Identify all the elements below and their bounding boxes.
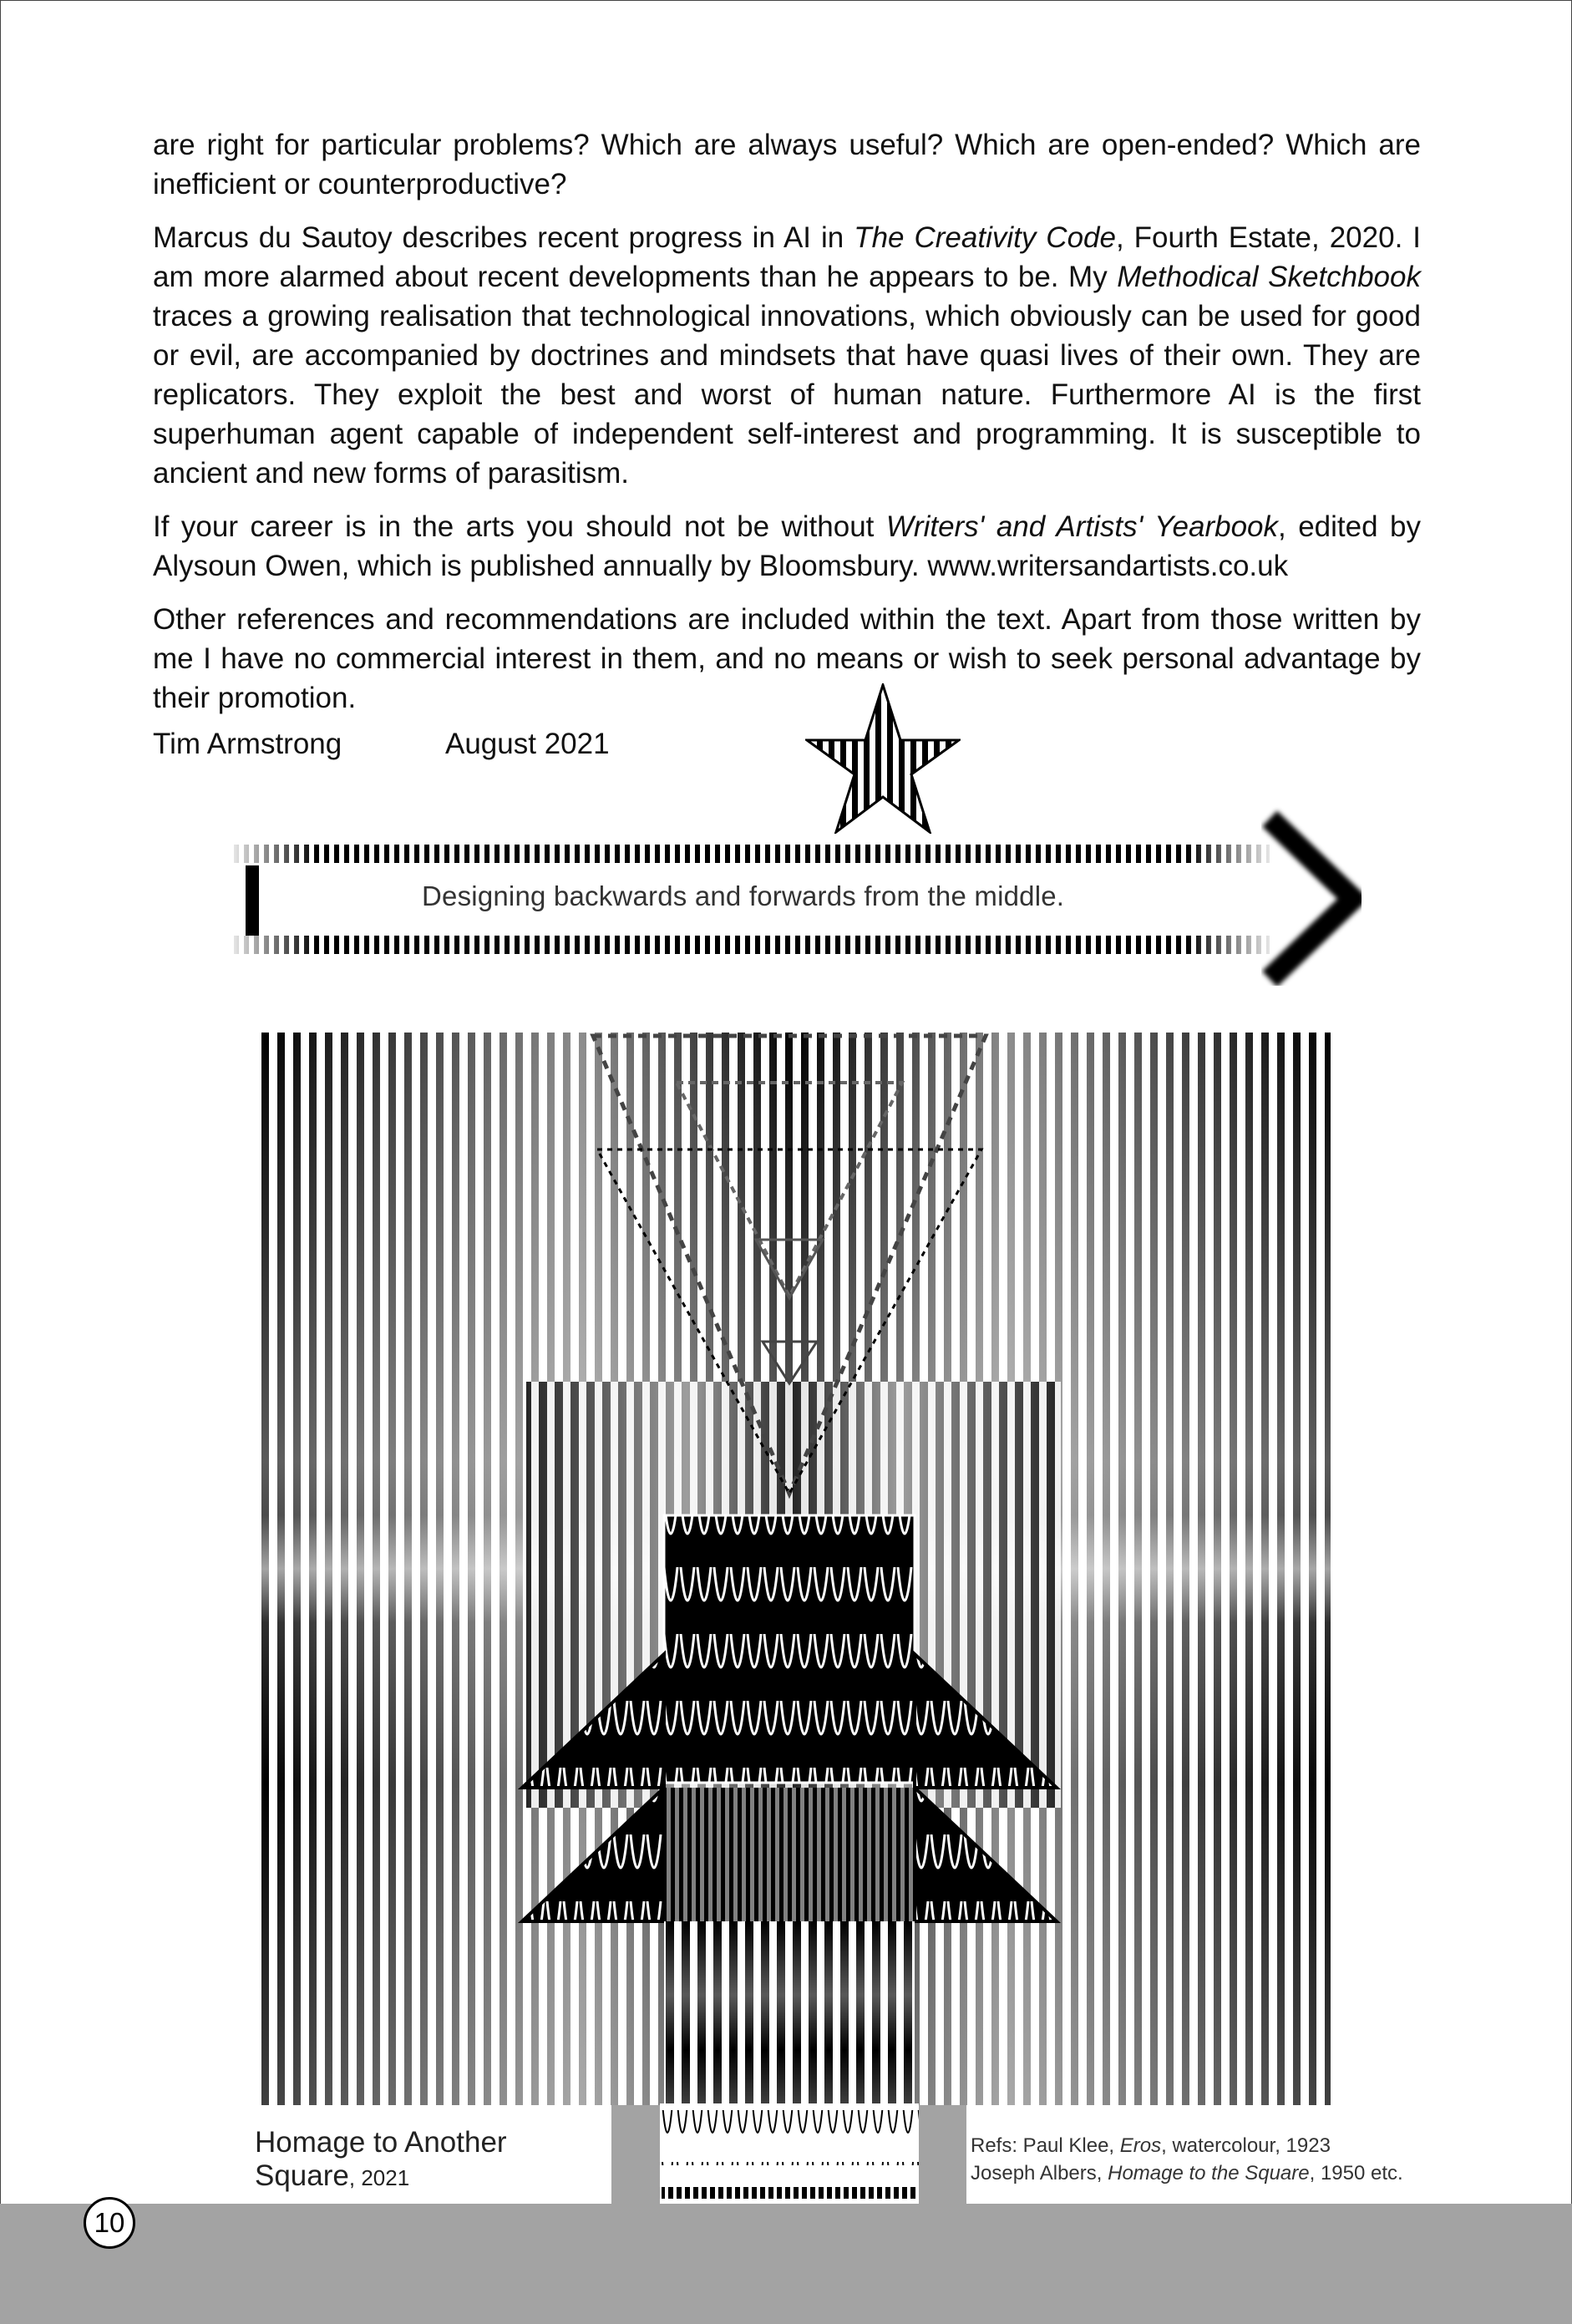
paragraph-1: are right for particular problems? Which are always useful? Which are open-ended? Which are inefficient or counterproductive? — [153, 129, 1421, 200]
author-name: Tim Armstrong — [153, 728, 342, 760]
paragraph-2: Marcus du Sautoy describes recent progress in AI in The Creativity Code, Fourth Estate, 2020. I am more alarmed about recent developments than he appears to be. My Methodical Sketchbook traces a growing realisation that technological innovations, which obviously can be used for good or evil, are accompanied by doctrines and mindsets that have quasi lives of their own. They are replicators. They exploit the best and worst of human nature. Furthermore AI is the first superhuman agent capable of independent self-interest and programming. It is susceptible to ancient and new forms of parasitism. — [153, 221, 1421, 490]
paragraph-3: If your career is in the arts you should not be without Writers' and Artists' Yearbook, edited by Alysoun Owen, which is published annually by Bloomsbury. www.writersandartists.co.uk — [153, 510, 1422, 582]
signature-line — [153, 724, 610, 764]
paragraph-4: Other references and recommendations are included within the text. Apart from those written by me I have no commercial interest in them, and no means or wish to seek personal advantage by their promotion. — [153, 603, 1421, 714]
book-title-methodical-sketchbook: Methodical Sketchbook — [1117, 261, 1421, 293]
footer-band — [0, 2204, 1572, 2324]
body-text — [153, 125, 1421, 732]
references: Refs: Paul Klee, Eros, watercolour, 1923 Joseph Albers, Homage to the Square, 1950 etc. — [971, 2134, 1403, 2184]
artwork-year: , 2021 — [348, 2165, 410, 2190]
signature-date: August 2021 — [445, 728, 610, 760]
op-art-artwork — [261, 1033, 1331, 2105]
book-title-yearbook: Writers' and Artists' Yearbook — [885, 510, 1279, 543]
artwork-title: Homage to Another Square, 2021 — [255, 2126, 507, 2192]
book-title-creativity-code: The Creativity Code — [854, 221, 1116, 254]
artwork-stem — [660, 2103, 919, 2204]
page-number: 10 — [84, 2197, 135, 2249]
arrow-caption: Designing backwards and forwards from the middle. — [422, 880, 1065, 911]
